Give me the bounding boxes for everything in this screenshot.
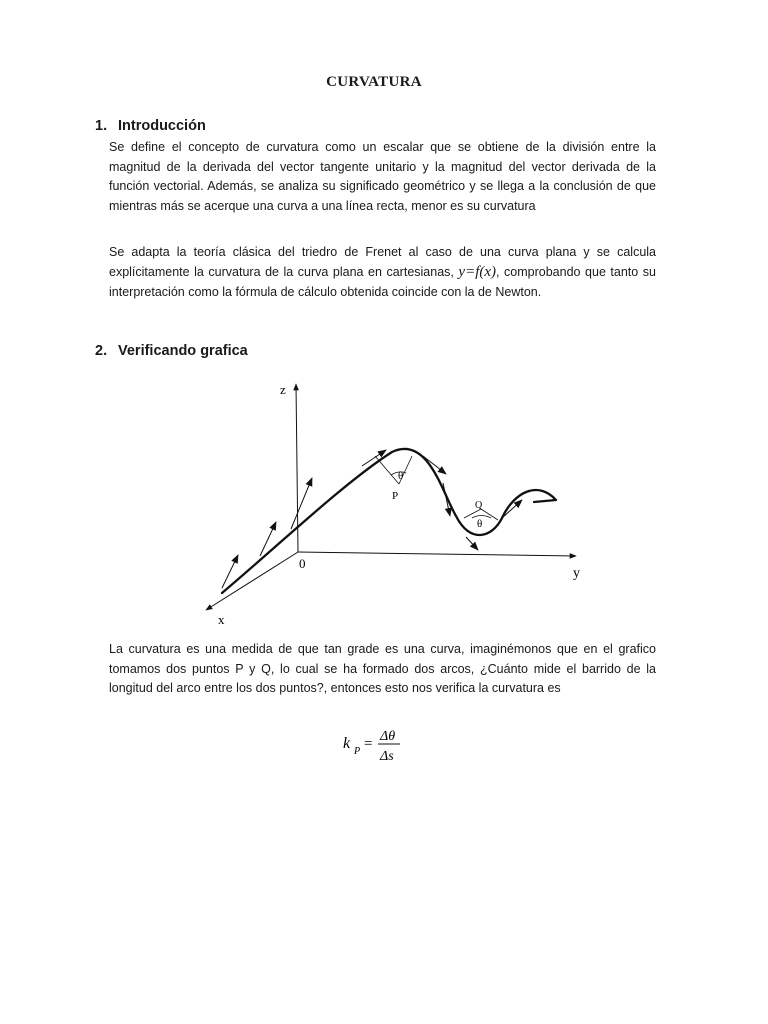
formula-subscript: P	[354, 746, 361, 757]
y-axis	[298, 552, 576, 556]
angle-label-q: θ	[477, 518, 483, 530]
inline-formula-y-fx: y=f(x)	[458, 264, 497, 280]
z-axis-label: z	[280, 382, 286, 397]
angle-label-p: θ	[398, 470, 404, 482]
space-curve	[222, 449, 556, 593]
tangent-vector-2	[260, 522, 276, 556]
normal-line-q-right	[481, 509, 498, 520]
intro-paragraph-2-text-start: Se adapta la teoría clásica del triedro de Frenet al caso de una curva plana y se calcula explícitamente la curvatura de la curva plana en cartesianas,	[109, 245, 656, 279]
tangent-vector-3	[291, 478, 312, 529]
formula-numerator: Δθ	[380, 729, 396, 744]
origin-label: 0	[299, 556, 306, 571]
tangent-vector-1	[222, 555, 238, 588]
formula-k: k	[343, 735, 351, 752]
tangent-vector-7	[466, 537, 478, 550]
y-axis-label: y	[573, 566, 580, 581]
x-axis	[206, 552, 298, 610]
point-p-label: P	[392, 490, 399, 502]
intro-paragraph-1: Se define el concepto de curvatura como un escalar que se obtiene de la división entre la magnitud de la derivada del vector tangente unitario y la magnitud del vector derivada de la función vectorial. Además, se analiza su significado geométrico y se llega a la conclusión de que mientras más se acerque una curva a una línea recta, menor es su curvatura	[109, 140, 656, 213]
section-heading-verificando-grafica	[95, 343, 248, 359]
section-number: 2.	[95, 343, 108, 359]
intro-paragraph-2-text-end: , comprobando que tanto su interpretación como la fórmula de cálculo obtenida coincide con la de Newton.	[109, 265, 656, 299]
x-axis-label: x	[218, 612, 225, 627]
section-heading-introduccion	[95, 118, 206, 134]
curvature-formula-svg	[340, 728, 410, 768]
curvature-figure	[180, 372, 600, 632]
normal-line-p-left	[375, 456, 399, 484]
point-q-label: Q	[475, 500, 483, 511]
curvature-paragraph: La curvatura es una medida de que tan grade es una curva, imaginémonos que en el grafico tomamos dos puntos P y Q, lo cual se ha formado dos arcos, ¿Cuánto mide el barrido de la longitud del arco entre los dos puntos?, entonces esto nos verifica la curvatura es	[109, 642, 656, 695]
section-title: Introducción	[118, 118, 206, 134]
section-title: Verificando grafica	[118, 343, 248, 359]
formula-equals: =	[363, 736, 374, 752]
section-number: 1.	[95, 118, 108, 134]
formula-denominator: Δs	[380, 749, 394, 764]
intro-paragraph-2	[109, 242, 656, 302]
curvature-formula	[340, 728, 410, 773]
page-title: CURVATURA	[326, 74, 422, 90]
